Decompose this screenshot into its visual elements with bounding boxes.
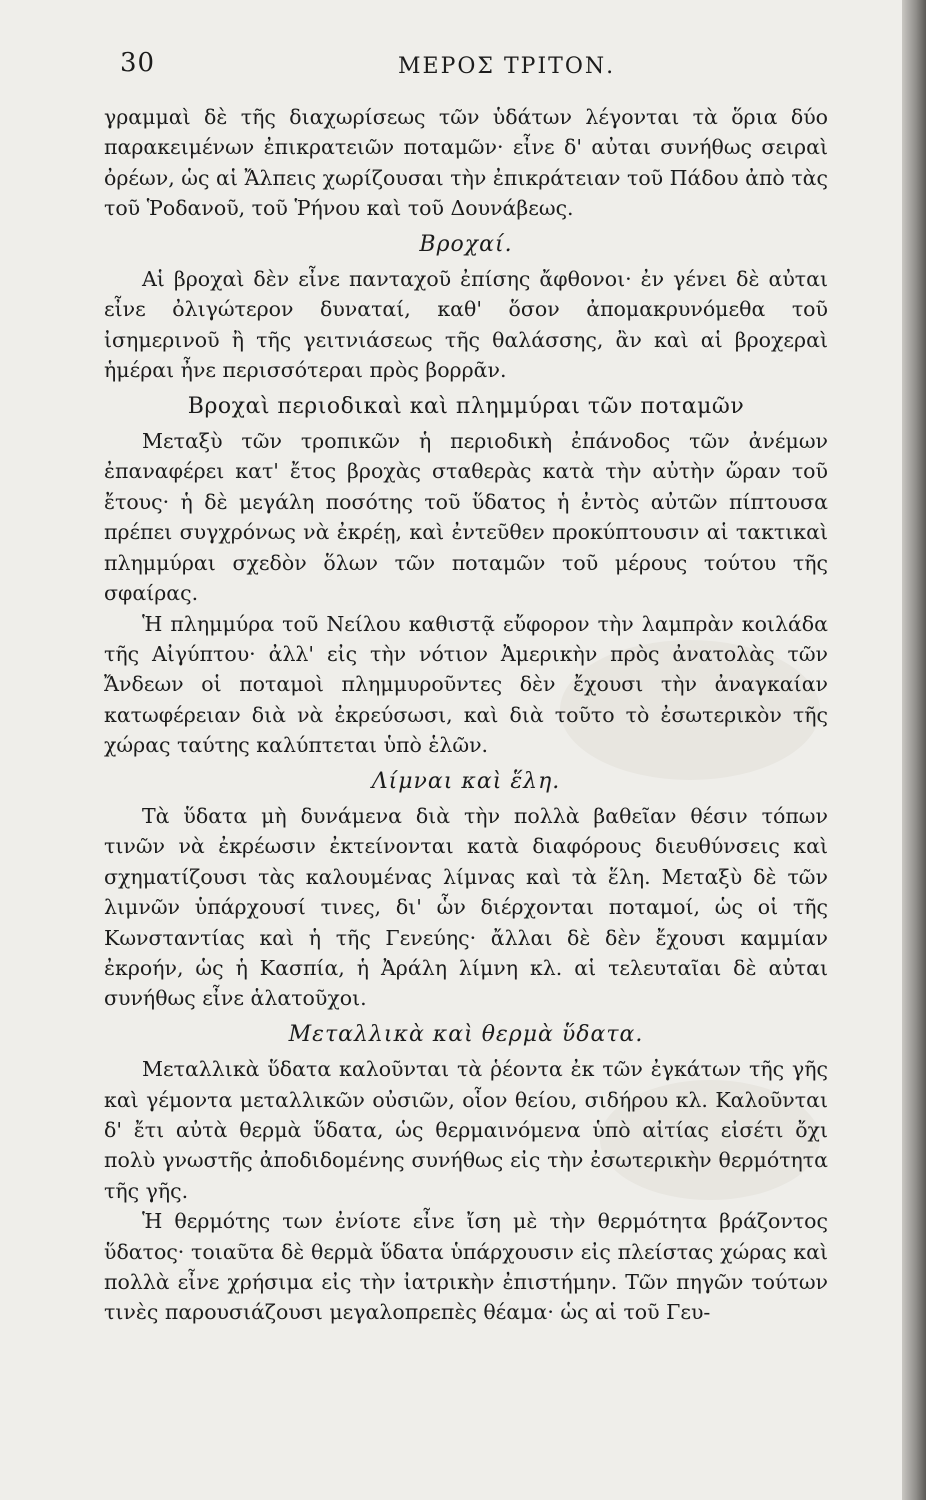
paragraph: Ἡ θερμότης των ἐνίοτε εἶνε ἴση μὲ τὴν θερμότητα βράζοντος ὕδατος· τοιαῦτα δὲ θερμὰ ὕδατα ὑπάρχουσιν εἰς πλείστας χώρας καὶ πολλὰ εἶνε χρήσιμα εἰς τὴν ἰατρικὴν ἐπιστήμην. Τῶν πηγῶν τούτων τινὲς παρουσιάζουσι μεγαλοπρεπὲς θέαμα· ὡς αἱ τοῦ Γευ- (104, 1209, 828, 1325)
paragraph: Μεταξὺ τῶν τροπικῶν ἡ περιοδικὴ ἐπάνοδος τῶν ἀνέμων ἐπαναφέρει κατ' ἔτος βροχὰς σταθερὰς κατὰ τὴν αὐτὴν ὥραν τοῦ ἔτους· ἡ δὲ μεγάλη ποσότης τοῦ ὕδατος ἡ ἐντὸς αὐτῶν πίπτουσα πρέπει συγχρόνως νὰ ἐκρέῃ, καὶ ἐντεῦθεν προκύπτουσιν αἱ τακτικαὶ πλημμύραι σχεδὸν ὅλων τῶν ποταμῶν τοῦ μέρους τούτου τῆς σφαίρας. (104, 429, 828, 606)
paragraph: γραμμαὶ δὲ τῆς διαχωρίσεως τῶν ὑδάτων λέγονται τὰ ὅρια δύο παρακειμένων ἐπικρατειῶν ποταμῶν· εἶνε δ' αὐται συνήθως σειραὶ ὀρέων, ὡς αἱ Ἄλπεις χωρίζουσαι τὴν ἐπικράτειαν τοῦ Πάδου ἀπὸ τὰς τοῦ Ῥοδανοῦ, τοῦ Ῥήνου καὶ τοῦ Δουνάβεως. (104, 105, 828, 221)
section-heading: Βροχαί. (419, 231, 513, 257)
section-heading: Βροχαὶ περιοδικαὶ καὶ πλημμύραι τῶν ποταμῶν (187, 393, 745, 419)
page-number: 30 (120, 48, 156, 78)
page-header (0, 48, 926, 88)
paragraph: Τὰ ὕδατα μὴ δυνάμενα διὰ τὴν πολλὰ βαθεῖαν θέσιν τόπων τινῶν νὰ ἐκρέωσιν ἐκτείνονται κατὰ διαφόρους διευθύνσεις καὶ σχηματίζουσι τὰς καλουμένας λίμνας καὶ τὰ ἕλη. Μεταξὺ δὲ τῶν λιμνῶν ὑπάρχουσί τινες, δι' ὧν διέρχονται ποταμοί, ὡς οἱ τῆς Κωνσταντίας καὶ ἡ τῆς Γενεύης· ἄλλαι δὲ δὲν ἔχουσι καμμίαν ἐκροήν, ὡς ἡ Κασπία, ἡ Ἀράλη λίμνη κλ. αἱ τελευταῖαι δὲ αὐται συνήθως εἶνε ἁλατοῦχοι. (104, 803, 828, 1011)
paragraph: Ἡ πλημμύρα τοῦ Νείλου καθιστᾷ εὔφορον τὴν λαμπρὰν κοιλάδα τῆς Αἰγύπτου· ἀλλ' εἰς τὴν νότιον Ἀμερικὴν πρὸς ἀνατολὰς τῶν Ἄνδεων οἱ ποταμοὶ πλημμυροῦντες δὲν ἔχουσι τὴν ἀναγκαίαν κατωφέρειαν διὰ νὰ ἐκρεύσωσι, καὶ διὰ τοῦτο τὸ ἐσωτερικὸν τῆς χώρας ταύτης καλύπτεται ὑπὸ ἑλῶν. (104, 611, 828, 758)
paragraph: Μεταλλικὰ ὕδατα καλοῦνται τὰ ῥέοντα ἐκ τῶν ἐγκάτων τῆς γῆς καὶ γέμοντα μεταλλικῶν οὐσιῶν, οἷον θείου, σιδήρου κλ. Καλοῦνται δ' ἔτι αὐτὰ θερμὰ ὕδατα, ὡς θερμαινόμενα ὑπὸ αἰτίας εἰσέτι ὄχι πολὺ γνωστῆς ἀποδιδομένης συνήθως εἰς τὴν ἐσωτερικὴν θερμότητα τῆς γῆς. (104, 1057, 828, 1203)
running-head: ΜΕΡΟΣ ΤΡΙΤΟΝ. (398, 54, 616, 79)
body-text (104, 102, 828, 1328)
book-gutter (902, 0, 926, 1500)
section-heading: Μεταλλικὰ καὶ θερμὰ ὕδατα. (288, 1021, 644, 1047)
paragraph: Αἱ βροχαὶ δὲν εἶνε πανταχοῦ ἐπίσης ἄφθονοι· ἐν γένει δὲ αὐται εἶνε ὀλιγώτερον δυναταί, καθ' ὅσον ἀπομακρυνόμεθα τοῦ ἰσημερινοῦ ἢ τῆς γειτνιάσεως τῆς θαλάσσης, ἂν καὶ αἱ βροχεραὶ ἡμέραι ἦνε περισσότεραι πρὸς βορρᾶν. (104, 267, 828, 383)
section-heading: Λίμναι καὶ ἕλη. (371, 768, 561, 794)
